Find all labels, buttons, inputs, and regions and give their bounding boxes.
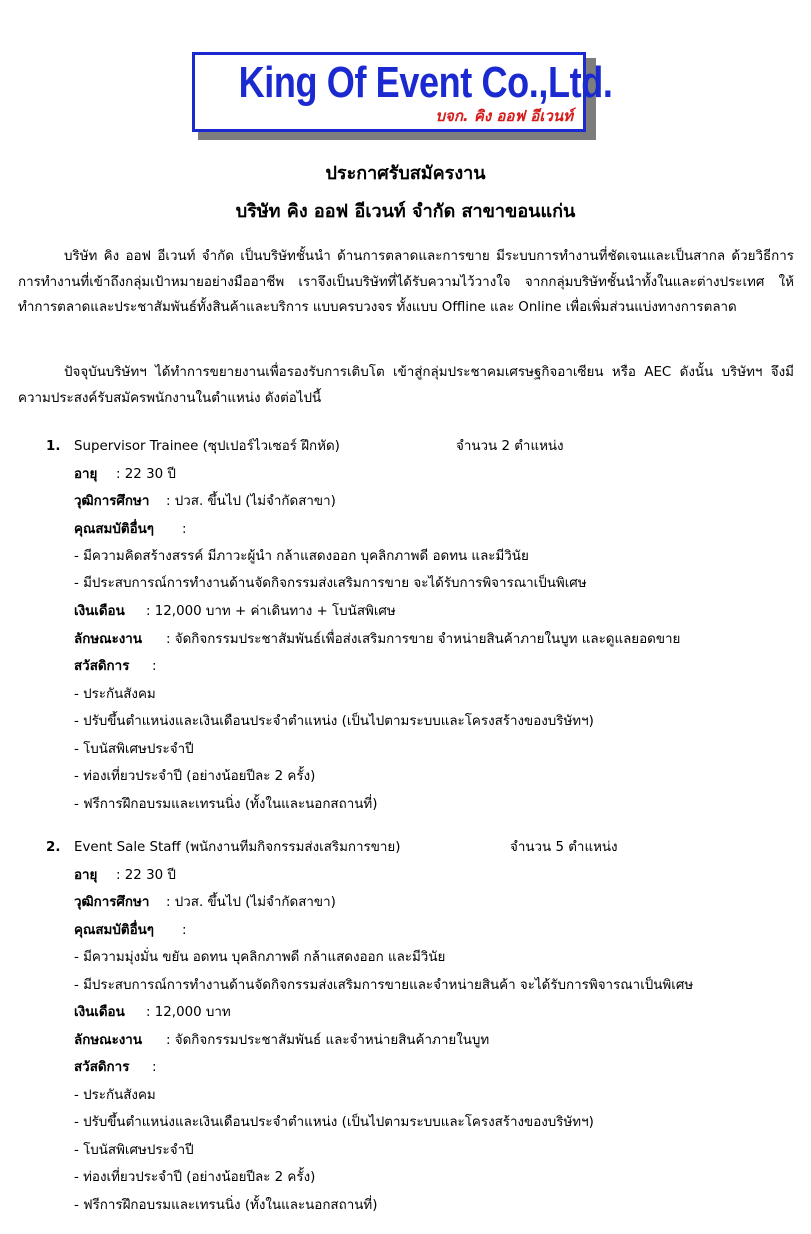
- qualification-label: คุณสมบัติอื่นๆ: [74, 522, 154, 537]
- welfare-item: - ท่องเที่ยวประจำปี (อย่างน้อยปีละ 2 ครั้ง): [74, 1170, 316, 1185]
- salary-label: เงินเดือน: [74, 1005, 125, 1020]
- qualification-item: - มีประสบการณ์การทำงานด้านจัดกิจกรรมส่งเสริมการขาย จะได้รับการพิจารณาเป็นพิเศษ: [74, 576, 587, 591]
- welfare-colon: :: [152, 659, 157, 674]
- intro-p1-text: บริษัท คิง ออฟ อีเวนท์ จำกัด เป็นบริษัทชั้นนำ ด้านการตลาดและการขาย มีระบบการทำงานที่ชัดเจนและเป็นสากล ด้วยวิธีการการทำงานที่เข้าถึงกลุ่มเป้าหมายอย่างมืออาชีพ เราจึงเป็นบริษัทที่ได้รับความไว้วางใจ จากกลุ่มบริษัทชั้นนำทั้งในและต่างประเทศ ให้ทำการตลาดและประชาสัมพันธ์ทั้งสินค้าและบริการ แบบครบวงจร ทั้งแบบ Offline และ Online เพื่อเพิ่มส่วนแบ่งทางการตลาด: [18, 249, 794, 316]
- salary-value: : 12,000 บาท: [146, 1005, 231, 1020]
- position-number: 1.: [46, 439, 61, 454]
- welfare-item: - ฟรีการฝึกอบรมและเทรนนิ่ง (ทั้งในและนอกสถานที่): [74, 797, 378, 812]
- age-label: อายุ: [74, 868, 98, 883]
- logo-subtitle: บจก. คิง ออฟ อีเวนท์: [435, 107, 573, 125]
- age-value: : 22 30 ปี: [116, 868, 176, 883]
- company-branch-title: บริษัท คิง ออฟ อีเวนท์ จำกัด สาขาขอนแก่น: [235, 201, 576, 222]
- welfare-item: - ประกันสังคม: [74, 1088, 156, 1103]
- company-logo: [192, 52, 613, 140]
- position-title: Supervisor Trainee (ซุปเปอร์ไวเซอร์ ฝึกหัด): [74, 439, 340, 454]
- salary-value: : 12,000 บาท + ค่าเดินทาง + โบนัสพิเศษ: [146, 604, 396, 619]
- welfare-label: สวัสดิการ: [74, 659, 130, 674]
- intro-paragraph-1: [18, 244, 794, 321]
- job-description-label: ลักษณะงาน: [74, 632, 142, 647]
- welfare-item: - โบนัสพิเศษประจำปี: [74, 742, 194, 757]
- position-count: จำนวน 2 ตำแหน่ง: [456, 439, 564, 454]
- qualification-label: คุณสมบัติอื่นๆ: [74, 923, 154, 938]
- qualification-item: - มีประสบการณ์การทำงานด้านจัดกิจกรรมส่งเสริมการขายและจำหน่ายสินค้า จะได้รับการพิจารณาเป็นพิเศษ: [74, 978, 694, 993]
- welfare-item: - ปรับขึ้นตำแหน่งและเงินเดือนประจำตำแหน่ง (เป็นไปตามระบบและโครงสร้างของบริษัทฯ): [74, 714, 594, 729]
- welfare-item: - ฟรีการฝึกอบรมและเทรนนิ่ง (ทั้งในและนอกสถานที่): [74, 1198, 378, 1213]
- announcement-title: ประกาศรับสมัครงาน: [325, 163, 486, 184]
- education-label: วุฒิการศึกษา: [74, 494, 150, 509]
- position-title: Event Sale Staff (พนักงานทีมกิจกรรมส่งเสริมการขาย): [74, 840, 401, 855]
- welfare-item: - ประกันสังคม: [74, 687, 156, 702]
- position-number: 2.: [46, 840, 61, 855]
- salary-label: เงินเดือน: [74, 604, 125, 619]
- logo-title: King Of Event Co.,Ltd.: [238, 58, 613, 107]
- welfare-label: สวัสดิการ: [74, 1060, 130, 1075]
- welfare-item: - โบนัสพิเศษประจำปี: [74, 1143, 194, 1158]
- qualification-colon: :: [182, 522, 187, 537]
- education-value: : ปวส. ขึ้นไป (ไม่จำกัดสาขา): [166, 494, 336, 509]
- position-count: จำนวน 5 ตำแหน่ง: [510, 840, 618, 855]
- education-value: : ปวส. ขึ้นไป (ไม่จำกัดสาขา): [166, 895, 336, 910]
- welfare-colon: :: [152, 1060, 157, 1075]
- age-value: : 22 30 ปี: [116, 467, 176, 482]
- logo-box: [192, 52, 613, 132]
- education-label: วุฒิการศึกษา: [74, 895, 150, 910]
- intro-p2-text: ปัจจุบันบริษัทฯ ได้ทำการขยายงานเพื่อรองรับการเติบโต เข้าสู่กลุ่มประชาคมเศรษฐกิจอาเซียน หรือ AEC ดังนั้น บริษัทฯ จึงมีความประสงค์รับสมัครพนักงานในตำแหน่ง ดังต่อไปนี้: [18, 365, 794, 406]
- intro-paragraph-2: [18, 360, 794, 411]
- qualification-item: - มีความคิดสร้างสรรค์ มีภาวะผู้นำ กล้าแสดงออก บุคลิกภาพดี อดทน และมีวินัย: [74, 549, 529, 564]
- job-description-label: ลักษณะงาน: [74, 1033, 142, 1048]
- qualification-colon: :: [182, 923, 187, 938]
- job-description-value: : จัดกิจกรรมประชาสัมพันธ์ และจำหน่ายสินค้าภายในบูท: [166, 1033, 490, 1048]
- job-description-value: : จัดกิจกรรมประชาสัมพันธ์เพื่อส่งเสริมการขาย จำหน่ายสินค้าภายในบูท และดูแลยอดขาย: [166, 632, 681, 647]
- welfare-item: - ปรับขึ้นตำแหน่งและเงินเดือนประจำตำแหน่ง (เป็นไปตามระบบและโครงสร้างของบริษัทฯ): [74, 1115, 594, 1130]
- welfare-item: - ท่องเที่ยวประจำปี (อย่างน้อยปีละ 2 ครั้ง): [74, 769, 316, 784]
- age-label: อายุ: [74, 467, 98, 482]
- qualification-item: - มีความมุ่งมั่น ขยัน อดทน บุคลิกภาพดี กล้าแสดงออก และมีวินัย: [74, 950, 446, 965]
